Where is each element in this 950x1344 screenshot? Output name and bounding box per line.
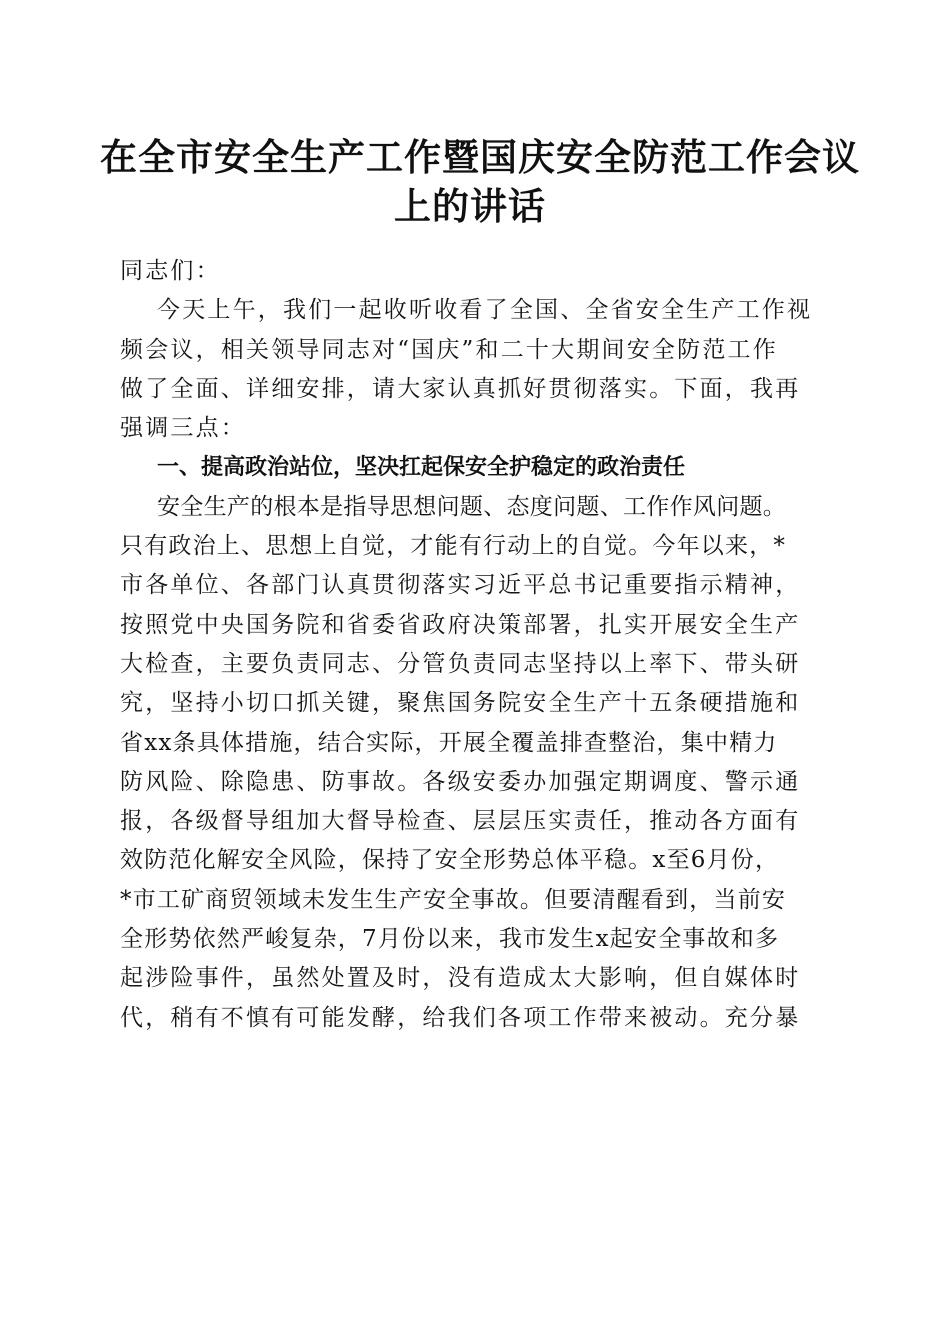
paragraph-line: 代，稍有不慎有可能发酵，给我们各项工作带来被动。充分暴 [120, 1004, 801, 1031]
paragraph-line: 强调三点： [120, 415, 246, 442]
document-title [100, 133, 860, 231]
paragraph-line: 按照党中央国务院和省委省政府决策部署，扎实开展安全生产 [120, 611, 801, 638]
title-line: 在全市安全生产工作暨国庆安全防范工作会议 [100, 135, 860, 179]
paragraph-line: *市工矿商贸领域未发生生产安全事故。但要清醒看到，当前安 [120, 886, 787, 913]
paragraph-line: 做了全面、详细安排，请大家认真抓好贯彻落实。下面，我再 [120, 375, 801, 402]
paragraph-line: 报，各级督导组加大督导检查、层层压实责任，推动各方面有 [120, 808, 801, 835]
document-body [120, 252, 840, 1038]
paragraph-line: 安全生产的根本是指导思想问题、态度问题、工作作风问题。 [157, 493, 787, 520]
paragraph-line: 全形势依然严峻复杂，7月份以来，我市发生x起安全事故和多 [120, 926, 780, 953]
paragraph-line: 效防范化解安全风险，保持了安全形势总体平稳。x至6月份， [120, 847, 780, 874]
salutation: 同志们： [120, 258, 221, 284]
paragraph-line: 省xx条具体措施，结合实际，开展全覆盖排查整治，集中精力 [120, 729, 778, 756]
section-heading: 一、提高政治站位，坚决扛起保安全护稳定的政治责任 [157, 455, 686, 481]
paragraph-line: 只有政治上、思想上自觉，才能有行动上的自觉。今年以来，* [120, 533, 787, 560]
paragraph-line: 今天上午，我们一起收听收看了全国、全省安全生产工作视 [157, 297, 813, 324]
paragraph-line: 起涉险事件，虽然处置及时，没有造成太大影响，但自媒体时 [120, 965, 801, 992]
paragraph-line: 究，坚持小切口抓关键，聚焦国务院安全生产十五条硬措施和 [120, 690, 801, 717]
paragraph-line: 防风险、除隐患、防事故。各级安委办加强定期调度、警示通 [120, 768, 801, 795]
paragraph-line: 市各单位、各部门认真贯彻落实习近平总书记重要指示精神， [120, 572, 801, 599]
paragraph-line: 频会议，相关领导同志对“国庆”和二十大期间安全防范工作 [120, 336, 778, 363]
title-line: 上的讲话 [394, 184, 546, 228]
paragraph-line: 大检查，主要负责同志、分管负责同志坚持以上率下、带头研 [120, 650, 801, 677]
